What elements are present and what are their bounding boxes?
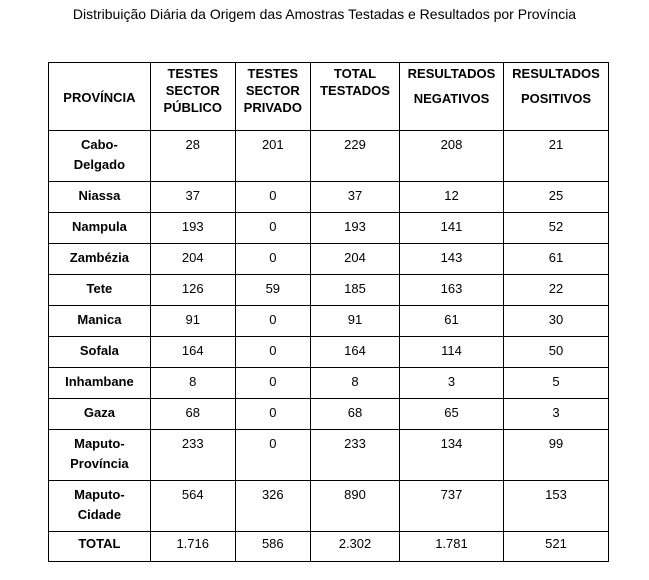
cell-negativos: 65: [400, 399, 504, 430]
cell-positivos: 22: [503, 275, 608, 306]
table-row: [49, 131, 609, 182]
cell-provincia: [49, 131, 151, 182]
provincia-label: Gaza: [83, 405, 115, 420]
table-row: [49, 481, 609, 532]
cell-total: 204: [310, 244, 399, 275]
cell-privado: 0: [235, 337, 310, 368]
cell-total-positivos: 521: [503, 532, 608, 562]
cell-privado: 326: [235, 481, 310, 532]
cell-negativos: 163: [400, 275, 504, 306]
cell-positivos: 5: [503, 368, 608, 399]
table-row: [49, 337, 609, 368]
table-row: [49, 399, 609, 430]
cell-negativos: 3: [400, 368, 504, 399]
table-row: [49, 275, 609, 306]
cell-negativos: 114: [400, 337, 504, 368]
cell-privado: 0: [235, 399, 310, 430]
cell-privado: 0: [235, 213, 310, 244]
cell-positivos: 25: [503, 182, 608, 213]
cell-positivos: 153: [503, 481, 608, 532]
cell-privado: 0: [235, 368, 310, 399]
cell-total: 37: [310, 182, 399, 213]
table-row: [49, 368, 609, 399]
cell-publico: 126: [150, 275, 235, 306]
cell-provincia: [49, 481, 151, 532]
provincia-label: Província: [70, 456, 129, 471]
cell-negativos: 737: [400, 481, 504, 532]
cell-privado: 0: [235, 306, 310, 337]
cell-negativos: 12: [400, 182, 504, 213]
table-row: [49, 244, 609, 275]
cell-total: 233: [310, 430, 399, 481]
cell-total: 229: [310, 131, 399, 182]
provincia-label: Tete: [86, 281, 113, 296]
cell-positivos: 99: [503, 430, 608, 481]
cell-publico: 564: [150, 481, 235, 532]
cell-publico: 164: [150, 337, 235, 368]
provincia-label: Maputo-: [74, 487, 125, 502]
header-resultados-negativos: RESULTADOS NEGATIVOS: [400, 63, 504, 131]
cell-publico: 233: [150, 430, 235, 481]
provincia-label: Sofala: [79, 343, 119, 358]
cell-total: 164: [310, 337, 399, 368]
cell-total-label: TOTAL: [49, 532, 151, 562]
header-resultados-positivos: RESULTADOS POSITIVOS: [503, 63, 608, 131]
header-provincia: PROVÍNCIA: [49, 63, 151, 131]
cell-total: 890: [310, 481, 399, 532]
cell-total: 68: [310, 399, 399, 430]
cell-privado: 201: [235, 131, 310, 182]
total-row: [49, 532, 609, 562]
cell-publico: 204: [150, 244, 235, 275]
page-title: Distribuição Diária da Origem das Amostras Testadas e Resultados por Província: [72, 6, 577, 22]
header-row: [49, 63, 609, 131]
cell-total: 193: [310, 213, 399, 244]
cell-provincia: [49, 399, 151, 430]
cell-provincia: [49, 213, 151, 244]
cell-total: 91: [310, 306, 399, 337]
cell-positivos: 50: [503, 337, 608, 368]
cell-total-privado: 586: [235, 532, 310, 562]
header-testes-sector-publico: TESTES SECTOR PÚBLICO: [150, 63, 235, 131]
cell-provincia: [49, 306, 151, 337]
cell-provincia: [49, 368, 151, 399]
cell-provincia: [49, 275, 151, 306]
cell-positivos: 52: [503, 213, 608, 244]
cell-negativos: 61: [400, 306, 504, 337]
table-row: [49, 182, 609, 213]
cell-total: 185: [310, 275, 399, 306]
table-row: [49, 430, 609, 481]
cell-positivos: 61: [503, 244, 608, 275]
cell-publico: 37: [150, 182, 235, 213]
provincia-label: Delgado: [73, 157, 126, 172]
header-testes-sector-privado: TESTES SECTOR PRIVADO: [235, 63, 310, 131]
table-row: [49, 306, 609, 337]
cell-privado: 0: [235, 182, 310, 213]
cell-negativos: 141: [400, 213, 504, 244]
provincia-label: Nampula: [71, 219, 127, 234]
cell-negativos: 143: [400, 244, 504, 275]
cell-privado: 59: [235, 275, 310, 306]
cell-privado: 0: [235, 430, 310, 481]
cell-publico: 193: [150, 213, 235, 244]
provincia-label: Cidade: [77, 507, 122, 522]
provincia-label: Niassa: [78, 188, 121, 203]
cell-publico: 91: [150, 306, 235, 337]
cell-negativos: 208: [400, 131, 504, 182]
cell-provincia: [49, 182, 151, 213]
cell-provincia: [49, 244, 151, 275]
provincia-label: Manica: [77, 312, 122, 327]
table-row: [49, 213, 609, 244]
results-table: [48, 62, 609, 562]
cell-publico: 68: [150, 399, 235, 430]
cell-positivos: 30: [503, 306, 608, 337]
cell-total: 8: [310, 368, 399, 399]
provincia-label: Zambézia: [69, 250, 130, 265]
cell-total-negativos: 1.781: [400, 532, 504, 562]
cell-privado: 0: [235, 244, 310, 275]
cell-total-total: 2.302: [310, 532, 399, 562]
provincia-label: Maputo-: [74, 436, 125, 451]
cell-publico: 28: [150, 131, 235, 182]
cell-total-publico: 1.716: [150, 532, 235, 562]
cell-positivos: 3: [503, 399, 608, 430]
cell-provincia: [49, 337, 151, 368]
provincia-label: Inhambane: [65, 374, 134, 389]
cell-positivos: 21: [503, 131, 608, 182]
cell-negativos: 134: [400, 430, 504, 481]
cell-publico: 8: [150, 368, 235, 399]
cell-provincia: [49, 430, 151, 481]
header-total-testados: TOTAL TESTADOS: [310, 63, 399, 131]
provincia-label: Cabo-: [80, 137, 118, 152]
